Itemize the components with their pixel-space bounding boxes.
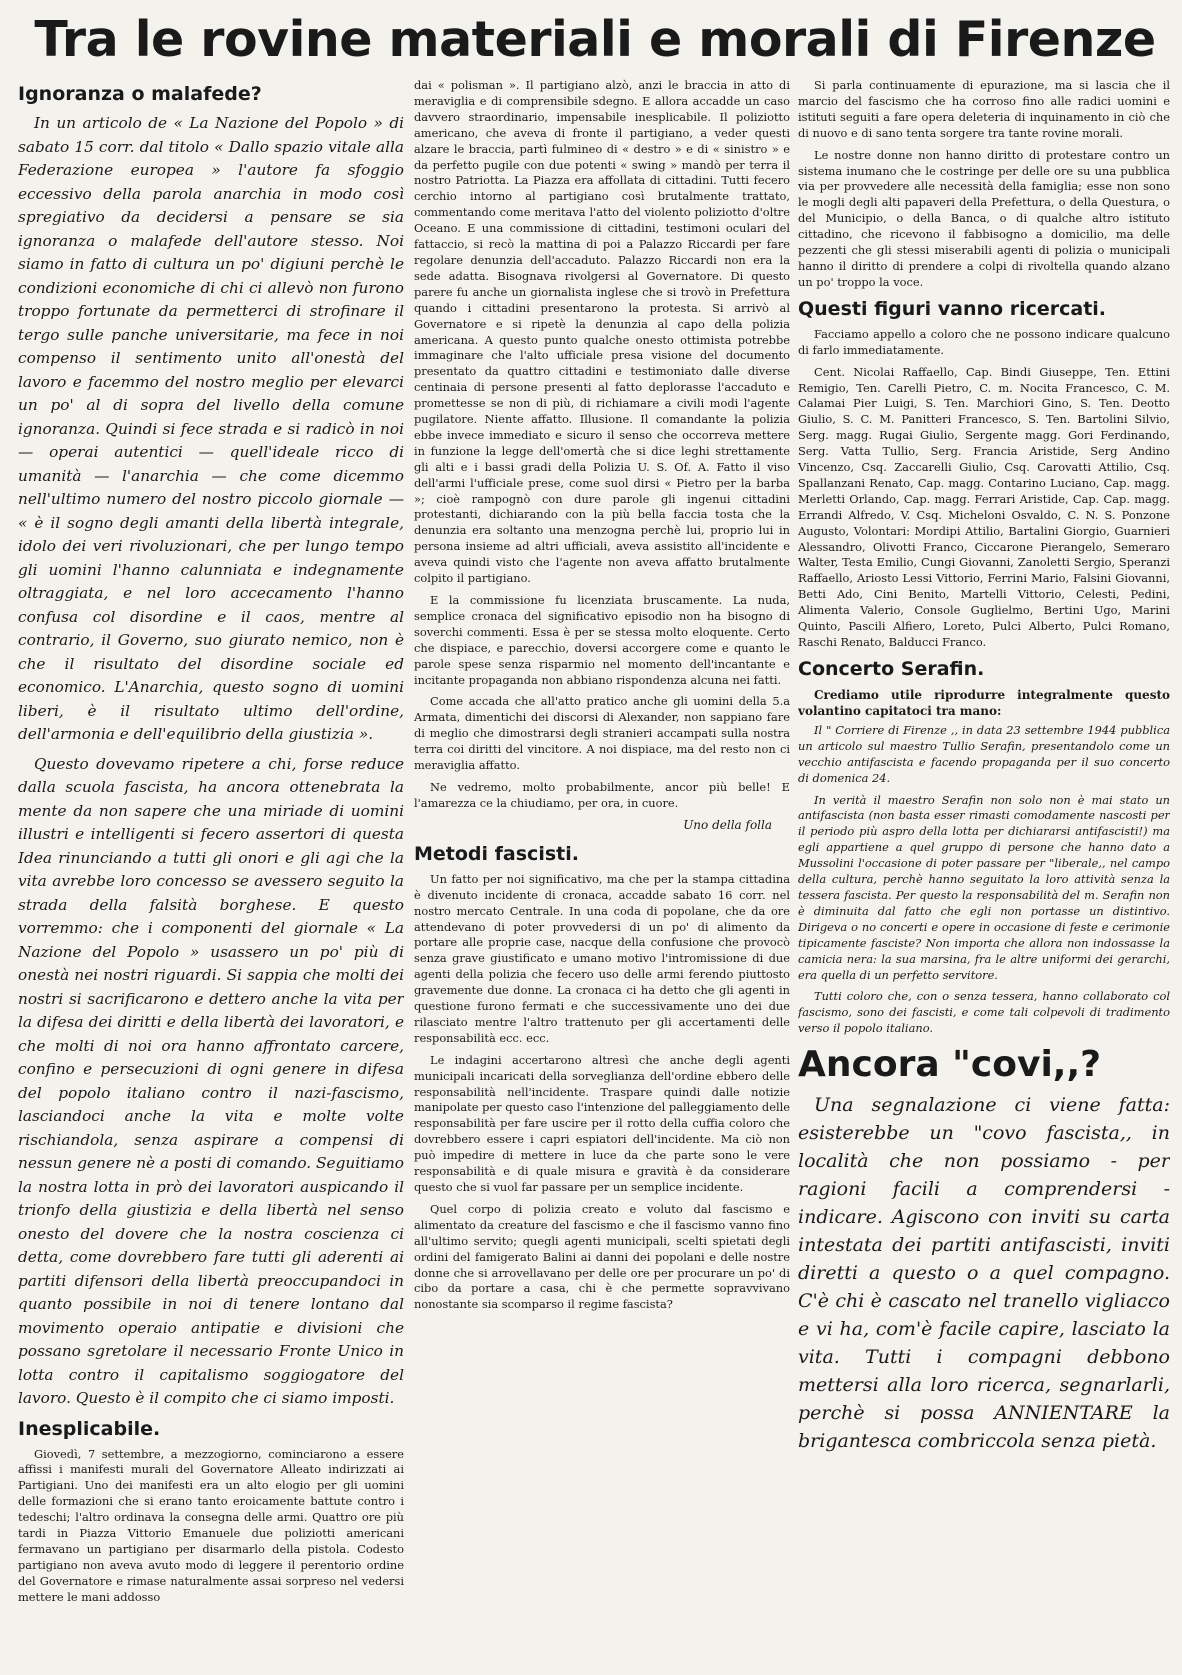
- article-serafin-paragraph-2: In verità il maestro Serafin non solo non è mai stato un antifascista (non basta esser rimasti comodamente nascosti per il periodo più aspro della lotta per dichiararsi antifascisti!) ma egli appartiene a quel gruppo di persone che hanno dato a Mussolini l'occasione di poter passare per "liberale,, nel campo della cultura, perchè hanno seguitato la loro attività senza la tessera fascista. Per questo la responsabilità del m. Serafin non è diminuita dal fatto che egli non portasse un distintivo. Dirigeva o no concerti e opere in occasione di feste e cerimonie tipicamente fasciste? Non importa che allora non indossasse la camicia nera: la sua marsina, fra le altre uniformi dei gerarchi, era quella di un perfetto servitore.: [798, 792, 1170, 982]
- article-metodi-paragraph-5: Le nostre donne non hanno diritto di protestare contro un sistema inumano che le costringe per delle ore su una pubblica via per provvedere alle necessità della famiglia; esse non sono le mogli degli alti papaveri della Prefettura, o della Questura, o del Municipio, o della Banca, o di qualche altro istituto cittadino, che ricevono il fabbisogno a domicilio, ma delle pezzenti che gli stessi miserabili agenti di polizia o municipali hanno il diritto di prendere a colpi di rivoltella quando alzano un po' troppo la voce.: [798, 147, 1170, 289]
- article-serafin-paragraph-3: Tutti coloro che, con o senza tessera, hanno collaborato col fascismo, sono dei fascisti, e come tali colpevoli di tradimento verso il popolo italiano.: [798, 989, 1170, 1036]
- section-title-ignoranza: Ignoranza o malafede?: [18, 83, 262, 105]
- article-figuri-name-list: Cent. Nicolai Raffaello, Cap. Bindi Giuseppe, Ten. Ettini Remigio, Ten. Carelli Pietro, C. m. Nocita Francesco, C. M. Calamai Pier Luigi, S. Ten. Marchiori Gino, S. Ten. Deotto Giulio, S. C. M. Panitteri Francesco, S. Ten. Bartolini Silvio, Serg. magg. Rugai Giulio, Sergente magg. Gori Ferdinando, Serg. Vatta Tullio, Serg. Francia Aristide, Serg Andino Vincenzo, Csq. Zaccarelli Giulio, Csq. Carovatti Attilio, Csq. Spallanzani Renato, Cap. magg. Contarino Luciano, Cap. magg. Merletti Orlando, Cap. magg. Ferrari Aristide, Cap. Cap. magg. Errandi Alfredo, V. Csq. Micheloni Osvaldo, C. N. S. Ponzone Augusto, Volontari: Mordipi Attilio, Bartalini Giorgio, Guarnieri Alessandro, Olivotti Franco, Ciccarone Pierangelo, Semeraro Walter, Testa Emilio, Cungi Giovanni, Zanoletti Sergio, Speranzi Raffaello, Ariosto Lessi Vittorio, Ferrini Mario, Falsini Giovanni, Betti Ado, Cini Benito, Martelli Vittorio, Celesti, Pedini, Alimenta Valerio, Console Guglielmo, Bertini Ugo, Marini Quinto, Pascili Alfiero, Loreto, Pulci Alberto, Pulci Romano, Raschi Renato, Balducci Franco.: [798, 364, 1170, 649]
- article-inesplicabile-paragraph-3: E la commissione fu licenziata bruscamente. La nuda, semplice cronaca del significativo episodio non ha bisogno di soverchi commenti. Essa è per se stessa molto eloquente. Certo che dispiace, e parecchio, doversi accorgere come e quanto le parole spese senza risparmio nel momento dell'incantante e incitante propaganda non abbiano rispondenza alcuna nei fatti.: [414, 593, 790, 687]
- section-title-figuri: Questi figuri vanno ricercati.: [798, 297, 1107, 320]
- article-serafin-paragraph-1: Il " Corriere di Firenze ,, in data 23 settembre 1944 pubblica un articolo sul maestro Tullio Serafin, presentandolo come un vecchio antifascista e facendo propaganda per il suo concerto di domenica 24.: [798, 722, 1170, 785]
- article-metodi-paragraph-4: Si parla continuamente di epurazione, ma si lascia che il marcio del fascismo che ha corroso fino alle radici uomini e istituti seguiti a fare opera deleteria di inquinamento in ciò che di nuovo e di sano tenta sorgere tra tante rovine morali.: [798, 78, 1170, 140]
- column-left: [18, 78, 404, 1668]
- article-metodi-paragraph-1: Un fatto per noi significativo, ma che per la stampa cittadina è divenuto incidente di cronaca, accadde sabato 16 corr. nel nostro mercato Centrale. In una coda di popolane, che da ore attendevano di poter provvedersi di un po' di alimento da portare alle proprie case, nacque della confusione che provocò senza grave giustificato e umano motivo l'intromissione di due agenti della polizia che fecero uso delle armi ferendo piuttosto gravemente due donne. La cronaca ci ha detto che gli agenti in questione furono fermati e che successivamente uno dei due rilasciato mentre l'altro trattenuto per gli accertamenti delle responsabilità ecc. ecc.: [414, 871, 790, 1045]
- article-inesplicabile-paragraph-2: dai « polisman ». Il partigiano alzò, anzi le braccia in atto di meraviglia e di comprensibile sdegno. E allora accadde un caso davvero straordinario, impensabile inesplicabile. Il poliziotto americano, che aveva di fronte il partigiano, a veder questi alzare le braccia, partì fulmineo di « destro » e di « sinistro » e da perfetto pugile con due potenti « swing » mandò per terra il nostro Patriotta. La Piazza era affollata di cittadini. Tutti fecero cerchio intorno al partigiano così brutalmente trattato, commentando come meritava l'atto del violento poliziotto d'oltre Oceano. E una commissione di cittadini, testimoni oculari del fattaccio, si recò la mattina di poi a Palazzo Riccardi per fare regolare denunzia dell'accaduto. Palazzo Riccardi non era la sede adatta. Bisognava rivolgersi al Governatore. Di questo parere fu anche un giornalista inglese che si trovò in Prefettura quando i cittadini presentarono la protesta. Si arrivò al Governatore e si ripetè la denunzia al capo della polizia americana. A questo punto qualche onesto ottimista potrebbe immaginare che l'alto ufficiale presa visione del documento presentato da quattro cittadini e testimoniato dalle diverse centinaia di persone presenti al fatto deplorasse l'accaduto e promettesse se non di più, di richiamare a civili modi l'agente pugilatore. Niente affatto. Illusione. Il comandante la polizia ebbe invece immediato e sicuro il senso che occorreva mettere in funzione la legge dell'omertà che si dice leghi strettamente gli alti e i bassi gradi della Polizia U. S. Of. A. Fatto il viso dell'armi l'ufficiale prese, come suol dirsi « Pietro per la barba »; cioè rampognò con dure parole gli ingenui cittadini protestanti, dichiarando con la più bella faccia tosta che la denunzia era soltanto una menzogna perchè lui, proprio lui in persona insieme ad altri ufficiali, aveva assistito all'incidente e aveva quindi visto che l'agente non aveva affatto brutalmente colpito il partigiano.: [414, 78, 790, 586]
- article-figuri-paragraph-1: Facciamo appello a coloro che ne possono indicare qualcuno di farlo immediatamente.: [798, 326, 1170, 357]
- section-title-metodi-fascisti: Metodi fascisti.: [414, 842, 579, 865]
- article-signature: Uno della folla: [683, 817, 772, 832]
- article-ignoranza-paragraph-1: In un articolo de « La Nazione del Popolo » di sabato 15 corr. dal titolo « Dallo spazio vitale alla Federazione europea » l'autore fa sfoggio eccessivo della parola anarchia in modo così spregiativo da decidersi a pensare se sia ignoranza o malafede dell'autore stesso. Noi siamo in fatto di cultura un po' digiuni perchè le condizioni economiche di chi ci allevò non furono troppo fortunate da permetterci di strofinare il tergo sulle panche universitarie, ma fece in noi compenso il sentimento unito all'onestà del lavoro e facemmo del nostro meglio per elevarci un po' al di sopra del livello della comune ignoranza. Quindi si fece strada e si radicò in noi — operai autentici — quell'ideale ricco di umanità — l'anarchia — che come dicemmo nell'ultimo numero del nostro piccolo giornale — « è il sogno degli amanti della libertà integrale, idolo dei veri rivoluzionari, che per lungo tempo gli uomini l'hanno calunniata e indegnamente oltraggiata, e nel loro accecamento l'hanno confusa col disordine e il caos, mentre al contrario, il Governo, suo giurato nemico, non è che il risultato del disordine sociale ed economico. L'Anarchia, questo sogno di uomini liberi, è il risultato ultimo dell'ordine, dell'armonia e dell'equilibrio della giustizia ».: [18, 114, 404, 743]
- article-inesplicabile-paragraph-5: Ne vedremo, molto probabilmente, ancor più belle! E l'amarezza ce la chiudiamo, per ora, in cuore.: [414, 779, 790, 810]
- section-title-inesplicabile: Inesplicabile.: [18, 1417, 161, 1440]
- page-headline: Tra le rovine materiali e morali di Firenze: [34, 11, 1156, 68]
- article-metodi-paragraph-2: Le indagini accertarono altresì che anche degli agenti municipali incaricati della sorveglianza dell'ordine ebbero delle responsabilità nell'incidente. Traspare quindi dalle notizie manipolate per questo caso l'intenzione del palleggiamento delle responsabilità per fare uscire per il rotto della cuffia coloro che dovrebbero essere i capri espiatori dell'incidente. Ma ciò non può impedire di mettere in luce da che parte sono le vere responsabilità e di quale misura e gravità è da considerare questo che si vuol far passare per un semplice incidente.: [414, 1052, 790, 1194]
- column-right: [798, 78, 1170, 1668]
- section-title-ancora-covi: Ancora "covi,,?: [798, 1044, 1102, 1086]
- article-ancora-covi-text: Una segnalazione ci viene fatta: esisterebbe un "covo fascista,, in località che non possiamo - per ragioni facili a comprendersi - indicare. Agiscono con inviti su carta intestata dei partiti antifascisti, inviti diretti a questo o a quel compagno. C'è chi è cascato nel tranello vigliacco e vi ha, com'è facile capire, lasciato la vita. Tutti i compagni debbono mettersi alla loro ricerca, segnarlarli, perchè si possa ANNIENTARE la brigantesca combriccola senza pietà.: [798, 1094, 1170, 1453]
- column-middle: [414, 78, 790, 1668]
- article-ignoranza-paragraph-2: Questo dovevamo ripetere a chi, forse reduce dalla scuola fascista, ha ancora ottenebrata la mente da non sapere che una miriade di uomini illustri e intelligenti si fecero assertori di questa Idea rinunciando a tutti gli onori e gli agi che la vita avrebbe loro concesso se avessero seguito la strada della falsità borghese. E questo vorremmo: che i componenti del giornale « La Nazione del Popolo » usassero un po' più di onestà nei nostri riguardi. Si sappia che molti dei nostri si sacrificarono e dettero anche la vita per la difesa dei diritti e della libertà dei lavoratori, e che molti di noi ora hanno affrontato carcere, confino e persecuzioni di ogni genere in difesa del popolo italiano contro il nazi-fascismo, lasciandoci anche la vita e molte volte rischiandola, senza aspirare a compensi di nessun genere nè a posti di comando. Seguitiamo la nostra lotta in prò dei lavoratori auspicando il trionfo della giustizia e della libertà nel senso onesto del dovere che la nostra coscienza ci detta, come dovrebbero fare tutti gli aderenti ai partiti difensori della libertà preoccupandoci in quanto possibile in noi di tenere lontano dal movimento operaio antipatie e divisioni che possano sgretolare il necessario Fronte Unico in lotta contro il capitalismo soggiogatore del lavoro. Questo è il compito che ci siamo imposti.: [18, 754, 404, 1407]
- article-inesplicabile-paragraph-1: Giovedì, 7 settembre, a mezzogiorno, cominciarono a essere affissi i manifesti murali del Governatore Alleato indirizzati ai Partigiani. Uno dei manifesti era un alto elogio per gli uomini delle formazioni che si erano tanto eroicamente battute contro i tedeschi; l'altro ordinava la consegna delle armi. Quattro ore più tardi in Piazza Vittorio Emanuele due poliziotti americani fermavano un partigiano per disarmarlo della pistola. Codesto partigiano non aveva avuto modo di leggere il perentorio ordine del Governatore e rimase naturalmente assai sorpreso nel vedersi mettere le mani addosso: [18, 1446, 404, 1604]
- section-title-concerto-serafin: Concerto Serafin.: [798, 657, 985, 680]
- article-metodi-paragraph-3: Quel corpo di polizia creato e voluto dal fascismo e alimentato da creature del fascismo e che il fascismo vanno fino all'ultimo servito; quegli agenti municipali, scelti spietati degli ordini del famigerato Balini ai danni dei popolani e delle nostre donne che si arrovellavano per delle ore per procurare un po' di cibo da portare a casa, chi è che permette sopravvivano nonostante sia scomparso il regime fascista?: [414, 1201, 790, 1312]
- article-inesplicabile-paragraph-4: Come accada che all'atto pratico anche gli uomini della 5.a Armata, dimentichi dei discorsi di Alexander, non sappiano fare di meglio che dimostrarsi degli stranieri accampati sulla nostra terra coi diritti del vincitore. A noi dispiace, ma del resto non ci meraviglia affatto.: [414, 694, 790, 773]
- article-serafin-lead: Crediamo utile riprodurre integralmente questo volantino capitatoci tra mano:: [798, 687, 1170, 718]
